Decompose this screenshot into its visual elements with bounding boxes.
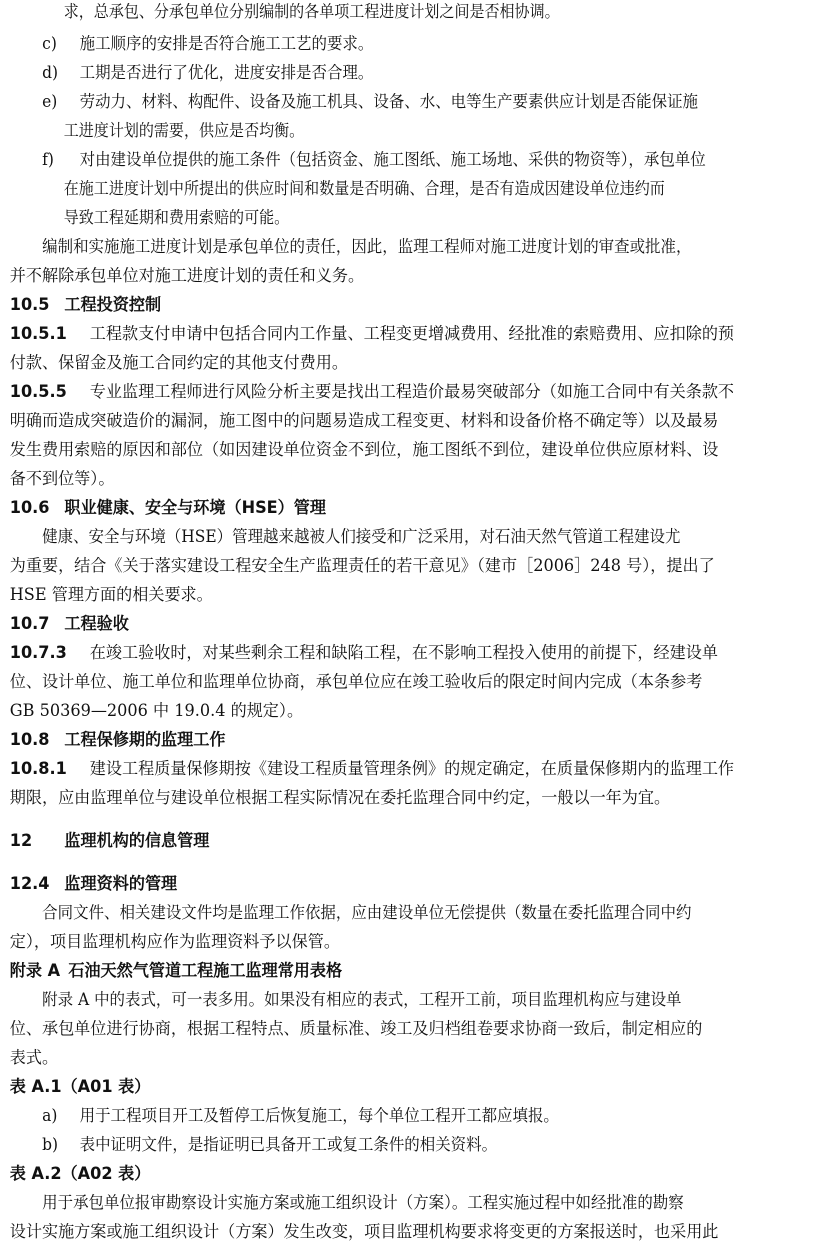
section-heading	[0, 289, 816, 320]
paragraph-line	[0, 984, 816, 1015]
line-text: 付款、保留金及施工合同约定的其他支付费用。	[9, 353, 348, 372]
line-text: 用于承包单位报审勘察设计实施方案或施工组织设计（方案）。工程实施过程中如经批准的勘察	[42, 1193, 684, 1212]
chapter-title: 监理机构的信息管理	[64, 831, 210, 850]
list-item	[0, 1129, 816, 1160]
section-number: 10.6	[9, 498, 50, 517]
line-text: 工期是否进行了优化，进度安排是否合理。	[79, 63, 374, 82]
line-text: 劳动力、材料、构配件、设备及施工机具、设备、水、电等生产要素供应计划是否能保证施	[79, 92, 698, 111]
line-text: 表式。	[9, 1048, 59, 1067]
line-text: 求，总承包、分承包单位分别编制的各单项工程进度计划之间是否相协调。	[63, 2, 560, 21]
item-marker: f)	[42, 150, 54, 169]
line-text: 工进度计划的需要，供应是否均衡。	[63, 121, 305, 140]
clause-number: 10.5.5	[9, 382, 67, 401]
section-title: 工程保修期的监理工作	[64, 730, 226, 749]
line-text: 在竣工验收时，对某些剩余工程和缺陷工程，在不影响工程投入使用的前提下，经建设单	[89, 643, 718, 662]
text-line	[0, 434, 816, 465]
line-text: 并不解除承包单位对施工进度计划的责任和义务。	[9, 266, 365, 285]
appendix-number: 附录 A	[9, 961, 61, 980]
line-text: HSE 管理方面的相关要求。	[9, 585, 213, 604]
text-line	[0, 550, 816, 581]
line-text: 建设工程质量保修期按《建设工程质量管理条例》的规定确定，在质量保修期内的监理工作	[89, 759, 735, 778]
item-marker: d)	[42, 63, 59, 82]
section-title: 职业健康、安全与环境（HSE）管理	[64, 498, 326, 517]
line-text: 对由建设单位提供的施工条件（包括资金、施工图纸、施工场地、采供的物资等），承包单位	[79, 150, 706, 169]
chapter-heading	[0, 825, 816, 856]
list-item-continuation	[0, 115, 816, 146]
line-text: 合同文件、相关建设文件均是监理工作依据，应由建设单位无偿提供（数量在委托监理合同中约	[42, 903, 692, 922]
line-text: 工程款支付申请中包括合同内工作量、工程变更增减费用、经批准的索赔费用、应扣除的预	[89, 324, 735, 343]
section-title: 监理资料的管理	[64, 874, 178, 893]
line-text: 明确而造成突破造价的漏洞，施工图中的问题易造成工程变更、材料和设备价格不确定等）以及最易	[9, 411, 719, 430]
line-text: 设计实施方案或施工组织设计（方案）发生改变，项目监理机构要求将变更的方案报送时，也采用此	[9, 1222, 719, 1241]
table-title: 表 A.1（A01 表）	[9, 1077, 151, 1096]
clause-line	[0, 318, 816, 349]
text-line	[0, 1013, 816, 1044]
text-line	[0, 666, 816, 697]
section-title: 工程验收	[64, 614, 129, 633]
line-text: 备不到位等）。	[9, 469, 115, 488]
line-text: 定），项目监理机构应作为监理资料予以保管。	[9, 932, 340, 951]
paragraph-line	[0, 521, 816, 552]
item-marker: b)	[42, 1135, 59, 1154]
text-line	[0, 260, 816, 291]
text-line	[0, 579, 816, 610]
chapter-number: 12	[9, 831, 33, 850]
paragraph-line	[0, 1187, 816, 1218]
text-line	[0, 1216, 816, 1247]
clause-number: 10.5.1	[9, 324, 67, 343]
line-text: 健康、安全与环境（HSE）管理越来越被人们接受和广泛采用，对石油天然气管道工程建设尤	[42, 527, 681, 546]
list-item	[0, 86, 816, 117]
clause-number: 10.7.3	[9, 643, 67, 662]
text-line	[0, 1042, 816, 1073]
line-text: 期限，应由监理单位与建设单位根据工程实际情况在委托监理合同中约定，一般以一年为宜。	[9, 788, 671, 807]
line-text: GB 50369—2006 中 19.0.4 的规定）。	[9, 701, 304, 720]
list-item	[0, 28, 816, 59]
item-marker: e)	[42, 92, 58, 111]
section-heading	[0, 868, 816, 899]
list-item	[0, 144, 816, 175]
clause-number: 10.8.1	[9, 759, 67, 778]
section-heading	[0, 724, 816, 755]
section-number: 10.7	[9, 614, 50, 633]
line-text: 表中证明文件，是指证明已具备开工或复工条件的相关资料。	[79, 1135, 498, 1154]
list-item	[0, 57, 816, 88]
section-heading	[0, 608, 816, 639]
section-number: 10.5	[9, 295, 50, 314]
list-item-continuation	[0, 173, 816, 204]
text-line	[0, 695, 816, 726]
section-number: 10.8	[9, 730, 50, 749]
section-heading	[0, 492, 816, 523]
text-line	[0, 0, 816, 27]
paragraph-line	[0, 231, 816, 262]
text-line	[0, 347, 816, 378]
appendix-heading	[0, 955, 816, 986]
clause-line	[0, 376, 816, 407]
line-text: 发生费用索赔的原因和部位（如因建设单位资金不到位，施工图纸不到位，建设单位供应原材料、设	[9, 440, 719, 459]
line-text: 用于工程项目开工及暂停工后恢复施工，每个单位工程开工都应填报。	[79, 1106, 559, 1125]
list-item	[0, 1100, 816, 1131]
line-text: 位、承包单位进行协商，根据工程特点、质量标准、竣工及归档组卷要求协商一致后，制定相应的	[9, 1019, 703, 1038]
line-text: 施工顺序的安排是否符合施工工艺的要求。	[79, 34, 374, 53]
line-text: 为重要，结合《关于落实建设工程安全生产监理责任的若干意见》（建市［2006］248 号），提出了	[9, 556, 715, 575]
table-heading	[0, 1158, 816, 1189]
item-marker: a)	[42, 1106, 58, 1125]
section-number: 12.4	[9, 874, 50, 893]
line-text: 在施工进度计划中所提出的供应时间和数量是否明确、合理，是否有造成因建设单位违约而	[63, 179, 665, 198]
line-text: 位、设计单位、施工单位和监理单位协商，承包单位应在竣工验收后的限定时间内完成（本条参考	[9, 672, 703, 691]
clause-line	[0, 753, 816, 784]
paragraph-line	[0, 897, 816, 928]
text-line	[0, 405, 816, 436]
line-text: 导致工程延期和费用索赔的可能。	[63, 208, 290, 227]
table-heading	[0, 1071, 816, 1102]
table-title: 表 A.2（A02 表）	[9, 1164, 151, 1183]
text-line	[0, 926, 816, 957]
line-text: 专业监理工程师进行风险分析主要是找出工程造价最易突破部分（如施工合同中有关条款不	[89, 382, 735, 401]
line-text: 编制和实施施工进度计划是承包单位的责任，因此，监理工程师对施工进度计划的审查或批准，	[42, 237, 692, 256]
item-marker: c)	[42, 34, 57, 53]
text-line	[0, 463, 816, 494]
text-line	[0, 782, 816, 813]
list-item-continuation	[0, 202, 816, 233]
line-text: 附录 A 中的表式，可一表多用。如果没有相应的表式，工程开工前，项目监理机构应与建设单	[42, 990, 682, 1009]
section-title: 工程投资控制	[64, 295, 162, 314]
appendix-title: 石油天然气管道工程施工监理常用表格	[68, 961, 343, 980]
clause-line	[0, 637, 816, 668]
